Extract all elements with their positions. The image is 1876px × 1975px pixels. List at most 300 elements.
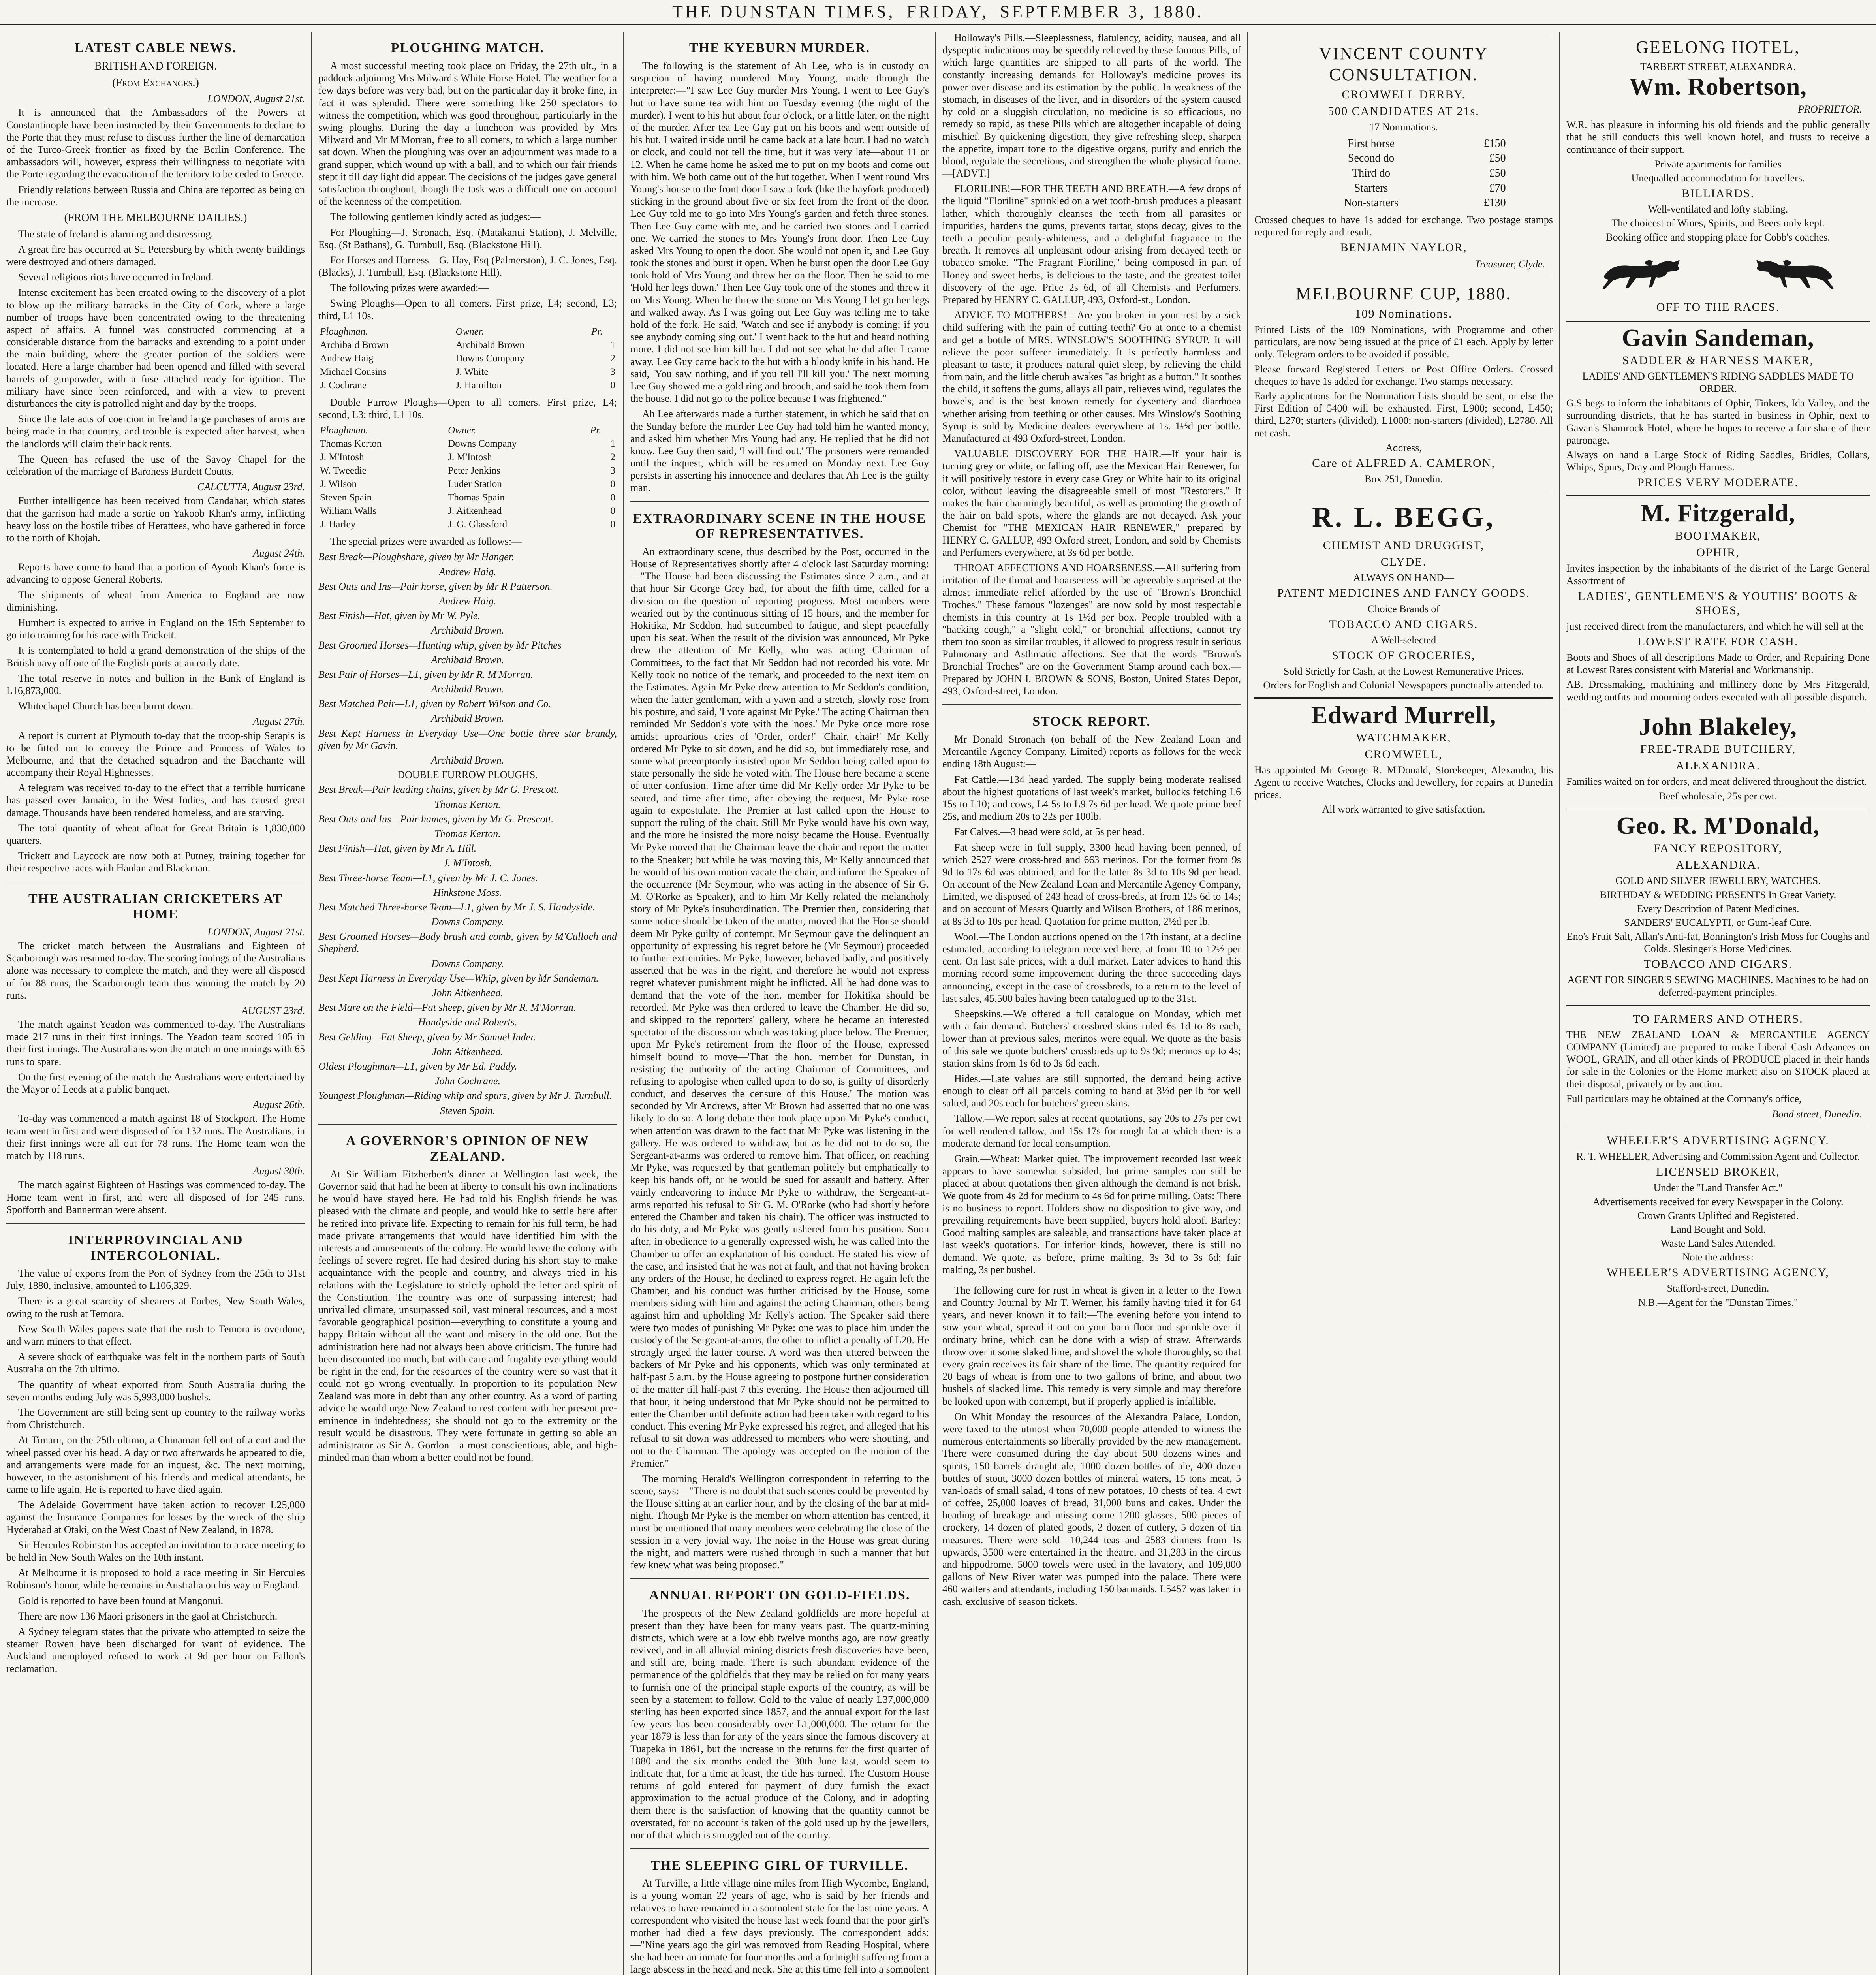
ad-body: Early applications for the Nomination Lists should be sent, or else the First Edition of 5400 will be exhausted. First, L900; second, L450; third, L270; starters (divided), L1000; non-starters (divided), L2780. All net cash. — [1254, 390, 1553, 439]
table-row — [318, 491, 617, 504]
list-item: Thomas Kerton. — [434, 828, 501, 839]
ad-line: LICENSED BROKER, — [1656, 1165, 1780, 1179]
list-item: Archibald Brown. — [431, 713, 504, 724]
table-header: Pr. — [591, 326, 603, 337]
list-item: Best Gelding—Fat Sheep, given by Mr Samuel Inder. — [318, 1031, 536, 1043]
ad-title: VINCENT COUNTY CONSULTATION. — [1319, 44, 1489, 84]
ad-races — [1566, 300, 1870, 314]
list-item: Best Groomed Horses—Body brush and comb, given by M'Culloch and Shepherd. — [318, 931, 617, 955]
ad-name: Edward Murrell, — [1311, 702, 1496, 729]
prize-label: Third do — [1352, 167, 1391, 179]
list-item: Andrew Haig. — [439, 595, 496, 607]
paragraph: At Sir William Fitzherbert's dinner at Wellington last week, the Governor said that had he been at liberty to consult his own inclinations he would have stayed here. He had told his English friends he was pleased with the climate and people, and would like to settle here after he retired into private life. Expecting to remain for his full term, he had made private arrangements that would have identified him with the interests and amusements of the colony. He would leave the colony with feelings of severe regret. He had desired during his short stay to make acquaintance with the people and country, and always tried in his relations with the Legislature to strictly uphold the letter and spirit of the Constitution. The country was one of surpassing interest; had unrivalled climate, unsurpassed soil, vast mineral resources, and a most favorable geographical position—everything to constitute a young and happy Britain without all the want and misery in the old one. But the administration here had not always been above criticism. The future had been discounted too much, but with care and frugality everything would be right in the end, for the resources of the country were so vast that it could not go wrong eventually. In proportion to its population New Zealand was more in debt than any other country. As a word of parting advice he would urge New Zealand to rest content with her present pre-eminence in indebtedness; she should not go to the extremity or the result would be disastrous. They were fortunate in getting so able an administrator as Sir A. Gordon—a most conscientious, able, and high-minded man than whom a better could not be found. — [318, 1168, 617, 1463]
masthead-day: FRIDAY, — [906, 2, 989, 21]
prize-label: Second do — [1348, 152, 1395, 165]
paragraph: Since the late acts of coercion in Ireland large purchases of arms are being made in that country, and trouble is expected after harvest, when the landlords will claim their back rents. — [6, 413, 305, 450]
prize-list — [1299, 136, 1508, 211]
masthead-paper: THE DUNSTAN TIMES, — [672, 2, 895, 21]
ad-line: Sold Strictly for Cash, at the Lowest Remunerative Prices. — [1284, 666, 1524, 677]
ad-name: R. L. BEGG, — [1312, 501, 1496, 533]
paragraph: The quantity of wheat exported from South Australia during the seven months ending July was 5,993,000 bushels. — [6, 1379, 305, 1403]
paragraph: For Horses and Harness—G. Hay, Esq (Palmerston), J. C. Jones, Esq. (Blacks), J. Turnbull, Esq. (Blackstone Hill). — [318, 254, 617, 278]
prize-amount: £50 — [1489, 167, 1506, 179]
paragraph: A telegram was received to-day to the effect that a terrible hurricane has passed over Jamaica, in the West Indies, and has caused great damage. Thousands have been rendered homeless, and are starving. — [6, 782, 305, 818]
table-row — [318, 504, 617, 518]
ad-role: FREE-TRADE BUTCHERY, — [1640, 742, 1796, 756]
paragraph: At Timaru, on the 25th ultimo, a Chinaman fell out of a cart and the wheel passed over his head. A day or two afterwards he appeared to die, and arrangements were made for an inquest, &c. The next morning, however, to the astonishment of his friends and medical attendants, he came to life again. He is reported to have died again. — [6, 1434, 305, 1495]
ad-title: WATCHMAKER, — [1356, 731, 1451, 744]
ad-geelong-hotel — [1566, 37, 1870, 243]
paragraph: The Queen has refused the use of the Savoy Chapel for the celebration of the marriage of Baroness Burdett Coutts. — [6, 453, 305, 477]
ad-name: Geo. R. M'Donald, — [1616, 813, 1820, 840]
list-item: Archibald Brown. — [431, 654, 504, 666]
list-item: Downs Company. — [431, 916, 504, 928]
ad-nz-loan — [1566, 1004, 1870, 1120]
ad-role: FANCY REPOSITORY, — [1653, 842, 1783, 855]
paragraph: The total quantity of wheat afloat for Great Britain is 1,830,000 quarters. — [6, 822, 305, 846]
table-row — [1299, 136, 1508, 151]
special-prizes-list — [318, 551, 617, 1116]
table-cell: 0 — [610, 519, 615, 530]
ad-address: TARBERT STREET, ALEXANDRA. — [1640, 60, 1796, 72]
paragraph: Holloway's Pills.—Sleeplessness, flatulency, acidity, nausea, and all dyspeptic indications may be speedily relieved by these famous Pills, of which large quantities are shipped to all parts of the world. The constantly increasing demands for Holloway's medicine proves its power over disease and its estimation by the public. In weakness of the stomach, in diseases of the liver, and in disorders of the system caused by cold or a sluggish circulation, no medicine is so efficacious, no remedy so rapid, as these Pills which are altogether incapable of doing mischief. By quickening digestion, they give refreshing sleep, sharpen the appetite, impart tone to the digestive organs, purify and enrich the blood, regulate the secretions, and strengthen the whole physical frame.—[ADVT.] — [942, 32, 1241, 179]
paragraph: It is announced that the Ambassadors of the Powers at Constantinople have been instructed by their Governments to declare to the Porte that they must refuse to discuss further the line of demarcation of the Turco-Greek frontier as fixed by the Berlin Conference. The ambassadors will, however, express their willingness to negotiate with the Porte regarding the evacuation of the territory to be ceded to Greece. — [6, 107, 305, 180]
dateline: AUGUST 23rd. — [241, 1004, 305, 1016]
ad-title: MELBOURNE CUP, 1880. — [1295, 284, 1512, 304]
list-item: Thomas Kerton. — [434, 798, 501, 810]
section-rule — [318, 1124, 617, 1125]
paragraph: The following is the statement of Ah Lee, who is in custody on suspicion of having murdered Mary Young, made through the interpreter:—"I saw Lee Guy murder Mrs Young. I went to Lee Guy's hut to have some tea with him on Tuesday evening (the night of the murder). I went to his hut about four o'clock, or a little later, on the night of the murder. After tea Lee Guy put on his boots and went outside of his hut. I waited inside until he came back at a late hour. I had no watch or clock, and could not tell the time, but it was very late—about 11 or 12. When he came home he asked me to put on my boots and come out with him. We both came out of the hut together. When I went round Mrs Young's house to the front door I saw a fork (like the hayfork produced) sticking in the ground about five or six feet from the front of the door. Lee Guy told me to go into Mrs Young's garden and fetch three stones. Then Lee Guy came with me, and he carried two stones and I carried one. We carried the stones to Mrs Young's front door. Then Lee Guy asked Mrs Young to open the door. She would not open it, and Lee Guy took the stones and burst it open. When he burst open the door Lee Guy took hold of Mrs Young and threw her on the floor. Then he said to me 'Hold her legs down.' Then Lee Guy took one of the stones and threw it on Mrs Young. When he threw the stone on Mrs Young I let go her legs and walked away. As I was going out Lee Guy was telling me to take hold of the fork. He said, 'Watch and see if anybody is coming; if you see anybody coming sing out.' I went back to the hut and heard nothing more. I did not see him kill her. I did not see what he did after I came away. Lee Guy came back to the hut with a bloody knife in his hand. He said, 'You saw nothing, and if you tell I'll kill you.' The next morning Lee Guy showed me a gold ring and brooch, and said he took them from the house. I did not go to the police because I was frightened." — [630, 60, 929, 404]
ad-body: G.S begs to inform the inhabitants of Ophir, Tinkers, Ida Valley, and the surrounding districts, that he has started in business in Ophir, next to Gavan's Shamrock Hotel, where he hopes to receive a fair share of their patronage. — [1566, 397, 1870, 446]
section-rule — [630, 1848, 929, 1849]
ad-line: N.B.—Agent for the "Dunstan Times." — [1638, 1296, 1798, 1308]
ad-line: Choice Brands of — [1368, 603, 1440, 615]
ad-body: Please forward Registered Letters or Post Office Orders. Crossed cheques to have 1s added for exchange. Two stamps necessary. — [1254, 363, 1553, 387]
paragraph: A Sydney telegram states that the private who attempted to seize the steamer Rowen have been discharged for want of evidence. The Auckland unemployed refused to work at 9d per hour on Fallon's reclamation. — [6, 1625, 305, 1674]
list-item: John Aitkenhead. — [432, 1046, 504, 1057]
table-row — [318, 451, 617, 464]
table-cell: J. Cochrane — [320, 380, 367, 391]
table-row — [318, 339, 617, 352]
list-item: Archibald Brown. — [431, 683, 504, 695]
paragraph: Further intelligence has been received from Candahar, which states that the garrison had made a sortie on Yakoob Khan's army, inflicting heavy loss on the hostile tribes of Herattees, who have gathered in force to the north of Khojah. — [6, 495, 305, 544]
ad-body: THE NEW ZEALAND LOAN & MERCANTILE AGENCY COMPANY (Limited) are prepared to make Liberal Cash Advances on WOOL, GRAIN, and all other kinds of PRODUCE placed in their hands for sale in the Colonies or the Home market; also on STOCK placed at their disposal, privately or by auction. — [1566, 1029, 1870, 1090]
list-item: Best Groomed Horses—Hunting whip, given by Mr Pitches — [318, 639, 562, 651]
table-cell: Michael Cousins — [320, 366, 387, 377]
paragraph: Sheepskins.—We offered a full catalogue on Monday, which met with a fair demand. Butchers' crossbred skins ruled 6s 1d to 8s each, lower than at previous sales, merinos were equal. We quote as the basis of this sale we quote butchers' crossbreds up to 9s 9d; merinos up to 4s; station skins from 1s 6d to 3s 6d each. — [942, 1008, 1241, 1069]
ad-town: ALEXANDRA. — [1675, 759, 1761, 772]
table-cell: 2 — [610, 353, 615, 364]
column-3 — [624, 32, 936, 1975]
table-cell: J. White — [455, 366, 489, 377]
ad-sandeman — [1566, 320, 1870, 490]
ad-body: Invites inspection by the inhabitants of the district of the Large General Assortment of — [1566, 562, 1870, 587]
ad-nominations: 17 Nominations. — [1369, 121, 1438, 133]
dateline: LONDON, August 21st. — [207, 93, 305, 105]
section-rule — [942, 704, 1241, 705]
table-header: Ploughman. — [320, 425, 368, 436]
paragraph: Mr Donald Stronach (on behalf of the New Zealand Loan and Mercantile Agency Company, Limited) reports as follows for the week ending 18th August:— — [942, 734, 1241, 770]
ad-line: Unequalled accommodation for travellers. — [1631, 172, 1805, 184]
table-cell: 3 — [610, 465, 615, 476]
table-cell: Peter Jenkins — [448, 465, 500, 476]
table-cell: 2 — [610, 452, 615, 463]
paragraph: The match against Eighteen of Hastings was commenced to-day. The Home team went in first, and were all disposed of for 245 runs. Spofforth and Bannerman were absent. — [6, 1179, 305, 1215]
ad-line: Under the "Land Transfer Act." — [1653, 1182, 1783, 1194]
paragraph: Fat Cattle.—134 head yarded. The supply being moderate realised about the highest quotations of last week's market, bullocks fetching L6 15s to L10; and cows, L4 5s to L9 7s 6d per head. We quote prime beef 25s, and medium 20s to 22s per 100lb. — [942, 773, 1241, 822]
paragraph: Ah Lee afterwards made a further statement, in which he said that on the Sunday before the murder Lee Guy had told him he wanted money, and asked him whether Mrs Young had any. He replied that he did not know. Lee Guy then said, 'I will find out.' The prisoners were remanded until the inquest, which will be resumed on Monday next. Lee Guy persists in asserting his innocence and declares that Ah Lee is the guilty man. — [630, 408, 929, 494]
paragraph: The total reserve in notes and bullion in the Bank of England is L16,873,000. — [6, 672, 305, 696]
list-item: Best Break—Ploughshare, given by Mr Hanger. — [318, 551, 514, 563]
dateline: August 26th. — [253, 1099, 305, 1111]
ad-line: SANDERS' EUCALYPTI, or Gum-leaf Cure. — [1624, 916, 1812, 928]
table-row — [318, 464, 617, 478]
table-cell: 0 — [610, 380, 615, 391]
paragraph: A great fire has occurred at St. Petersburg by which twenty buildings were destroyed and others damaged. — [6, 243, 305, 267]
paragraph: The cricket match between the Australians and Eighteen of Scarborough was resumed to-day. The scoring innings of the Australians alone was necessary to complete the match, and they were all disposed of for 88 runs, the Scarborough team thus winning the match by 20 runs. — [6, 940, 305, 1001]
list-item: J. M'Intosh. — [443, 857, 492, 869]
ad-nominations: 109 Nominations. — [1355, 307, 1453, 321]
ad-title: WHEELER'S ADVERTISING AGENCY. — [1607, 1134, 1829, 1147]
column-2 — [312, 32, 624, 1975]
prize-amount: £50 — [1489, 152, 1506, 165]
ad-line: Eno's Fruit Salt, Allan's Anti-fat, Bonnington's Irish Moss for Coughs and Colds. Slesinger's Horse Medicines. — [1566, 931, 1870, 955]
table-cell: J. G. Glassford — [448, 519, 508, 530]
paragraph: Fat sheep were in full supply, 3300 head having been penned, of which 2527 were cross-bred and 663 merinos. For the former from 9s 9d to 17s 6d was obtained, and for the latter 8s 3d to 10s 9d per head. On account of the New Zealand Loan and Mercantile Agency Company, Limited, we disposed of 243 head of cross-breds, at from 12s 6d to 14s; and on account of Messrs Quartly and Wilson Brothers, of 186 merinos, at 8s 3d to 10s per head. Quotation for prime mutton, 2½d per lb. — [942, 841, 1241, 927]
ad-signature-name: BENJAMIN NAYLOR, — [1340, 241, 1467, 254]
table-cell: Downs Company — [448, 438, 517, 450]
ad-footer: All work warranted to give satisfaction. — [1322, 803, 1485, 815]
ad-prices: PRICES VERY MODERATE. — [1637, 476, 1799, 489]
table-row — [318, 437, 617, 451]
paragraph: Grain.—Wheat: Market quiet. The improvement recorded last week appears to have somewhat subsided, but prime samples can still be placed at about quotations then given although the demand is not brisk. We quote from 4s 2d for medium to 4s 6d for prime milling. Oats: There is no business to report. Holders show no disposition to give way, and prevailing requirements have been supplied, buyers hold aloof. Barley: Good malting samples are saleable, and transactions have taken place at last week's quotations. For inferior kinds, however, there is still no demand. We quote, as before, prime malting, 3s 3d to 3s 6d; fair malting, 3s per bushel. — [942, 1153, 1241, 1275]
dateline: August 30th. — [253, 1165, 305, 1177]
ad-line: R. T. WHEELER, Advertising and Commission Agent and Collector. — [1576, 1151, 1860, 1162]
ad-body: Families waited on for orders, and meat delivered throughout the district. — [1566, 775, 1867, 787]
dateline: August 24th. — [253, 547, 305, 559]
paragraph: Trickett and Laycock are now both at Putney, training together for their respective races with Hanlan and Blackman. — [6, 850, 305, 874]
paragraph: VALUABLE DISCOVERY FOR THE HAIR.—If your hair is turning grey or white, or falling off, use the Mexican Hair Renewer, for it will positively restore in every case Grey or White hair to its original color, without leaving the disagreeable smell of most "Restorers." It makes the hair charmingly beautiful, as well as promoting the growth of the hair on bald spots, where the glands are not decayed. Ask your Chemist for "THE MEXICAN HAIR RENEWER," prepared by HENRY C. GALLUP, 493 Oxford street, London, and sold by Chemists and Perfumers everywhere, at 3s 6d per bottle. — [942, 448, 1241, 558]
ad-fitzgerald — [1566, 495, 1870, 703]
table-cell: 1 — [610, 339, 615, 350]
paragraph: At Melbourne it is proposed to hold a race meeting in Sir Hercules Robinson's honor, while he remains in Australia on his way to England. — [6, 1567, 305, 1591]
table-cell: Thomas Kerton — [320, 438, 382, 450]
prize-amount: £150 — [1483, 137, 1506, 150]
section-rule — [630, 1578, 929, 1579]
subheading-credit: (From Exchanges.) — [112, 76, 199, 89]
table-cell: Thomas Spain — [448, 492, 505, 503]
paragraph: Tallow.—We report sales at recent quotations, say 20s to 27s per cwt for well rendered tallow, and 15s 17s for rough fat at which there is a moderate demand for local consumption. — [942, 1113, 1241, 1149]
ad-rate: LOWEST RATE FOR CASH. — [1637, 635, 1799, 649]
list-item: Best Pair of Horses—L1, given by Mr R. M'Morran. — [318, 668, 533, 680]
list-item: Best Mare on the Field—Fat sheep, given by Mr R. M'Morran. — [318, 1002, 576, 1014]
prize-table-swing — [318, 325, 617, 392]
table-cell: 3 — [610, 366, 615, 377]
ad-line: STOCK OF GROCERIES, — [1332, 649, 1476, 662]
paragraph: An extraordinary scene, thus described by the Post, occurred in the House of Representatives shortly after 4 o'clock last Saturday morning:—"The House had been discussing the Estimates since 2 a.m., and at that hour Sir George Grey had, for about the fifth time, called for a division on the question of reporting progress. Most members were wearied out by the continuous sitting of 15 hours, and the member for Hokitika, Mr Seddon, had succumbed to fatigue, and slept peacefully upon his seat. When the result of the division was announced, Mr Pyke drew the attention of Mr Kelly, who was acting Chairman of Committees, to the fact that Mr Seddon had not recorded his vote. Mr Kelly took no notice of the remark, and proceeded to the next item on the Estimates. Again Mr Pyke drew attention to Mr Seddon's condition, when the latter gentleman, with a yawn and a stretch, slowly rose from his posture, and said, 'I vote against Mr Pyke.' The acting Chairman then reminded Mr Seddon's vote with the 'noes.' Mr Pyke once more rose amidst uproarious cries of 'Order, order!' 'Chair, chair!' Mr Kelly ordered Mr Pyke to sit down, and he did so, but immediately rose, and some what preemptorily insisted upon Mr Seddon being called upon to state personally the side he voted with. The House here became a scene of utter confusion. Time after time did Mr Kelly order Mr Pyke to be seated, and time after time, after obeying the request, Mr Pyke rose again to expostulate. The Premier at last called upon the House to support the ruling of the chair. Still Mr Pyke would have his own way, and the more he insisted the more noisy became the House. Eventually Mr Pyke moved that the Chairman leave the chair and report the matter to the Speaker; but while he was moving this, Mr Kelly announced that he would of his own motion vacate the chair, and inform the Speaker of the occurrence (Mr Seymour, who was acting in the absence of Sir G. M. O'Rorke as Speaker), and to him Mr Kelly related the melancholy story of Mr Pyke's insubordination. The Premier then, considering that some notice should be taken of the matter, moved that the House should deem Mr Pyke guilty of contempt. Mr Seymour gave the delinquent an opportunity of expressing his regret before he (Mr Seymour) proceeded to further extremities. Mr Pyke, however, behaved badly, and positively asserted that he was in the right, and therefore he would not express regret whatever punishment might be inflicted. All he had done was to demand that the vote of the hon. member for Hokitika should be recorded. Mr Pyke was then ordered to leave the Chamber. He did so, and skipped to the reporters' gallery, where he became an interested spectator of the discussion which was taking place below. The Premier, upon Mr Pyke's retirement from the floor of the House, expressed himself bound to move—'That the hon. member for Dunstan, in resisting the authority of the acting Chairman of Committees, and refusing to apologise when called upon to do so, is guilty of disorderly conduct, and deserves the censure of this House.' The motion was seconded by Mr Andrews, after Mr Brown had asserted that no one was likely to do so. A long debate then took place upon Mr Pyke's conduct, when attention was drawn to the fact that Mr Pyke was listening in the gallery. He was ordered to withdraw, but as he did not to do so, the Sergeant-at-arms was ordered to remove him. That officer, on reaching Mr Pyke, was requested by that gentleman politely but emphatically to keep his hands off, or he would be sued for assault and battery. After vainly endeavoring to induce Mr Pyke to withdraw, the Sergeant-at-arms reported his refusal to Sir G. M. O'Rorke (who had shortly before entered the Chamber and taken his chair). The officer was instructed to do his duty, and Mr Pyke was gently ushered from his position. Soon after, in obedience to a generally expressed wish, he was called into the Chamber to offer an explanation of his conduct. He stated his view of the case, and insisted that he was not at fault, and that not having broken any orders of the House, he declined to express regret. He again left the Chamber, and his conduct was further criticised by the House, some members siding with him and against the acting Chairman, others being against him and upholding Mr Kelly's action. The Speaker said there were two modes of punishing Mr Pyke: one was to place him under the custody of the Sergeant-at-arms, the other to inflict a penalty of L20. He strongly urged the latter course. A word was then uttered between the backers of Mr Pyke and his opponents, which was only terminated at half-past 5 a.m. by the House agreeing to postpone further consideration of the matter till half-past 7 this evening. The House then adjourned till that hour, it being understood that Mr Pyke should not be permitted to enter the Chamber until definite action had been taken with regard to his conduct. This evening Mr Pyke expressed his regret, and alleged that his refusal to sit down was addressed to members who were shouting, and not to the Chairman. The apology was accepted on the motion of the Premier." — [630, 545, 929, 1469]
ad-line: WHEELER'S ADVERTISING AGENCY, — [1607, 1266, 1829, 1279]
table-row — [1299, 151, 1508, 166]
list-item: Hinkstone Moss. — [433, 886, 502, 898]
ad-sub: LADIES' AND GENTLEMEN'S RIDING SADDLES MADE TO ORDER. — [1582, 370, 1854, 395]
table-cell: J. Aitkenhead — [448, 506, 502, 517]
ad-town: CROMWELL, — [1365, 747, 1443, 761]
ad-melbourne-cup — [1254, 276, 1553, 485]
ad-signature-role: Treasurer, Clyde. — [1475, 258, 1545, 270]
table-cell: Archibald Brown — [320, 339, 389, 350]
ad-line: Orders for English and Colonial Newspapers punctually attended to. — [1263, 679, 1544, 691]
table-cell: Archibald Brown — [455, 339, 524, 350]
paragraph: Intense excitement has been created owing to the discovery of a plot to blow up the military barracks in the City of Cork, where a large number of troops have been concentrated owing to the threatening aspect of affairs. A funnel was constructed commencing at a considerable distance from the barracks and extending to a point under the main building, where the greater portion of the soldiers were located. Here a large chamber had been opened and filled with several barrels of gunpowder, with a fuse attached ready for ignition. The military have since been reinforced, and with a view to prevent disturbances the city is patrolled night and day by the troops. — [6, 287, 305, 409]
subheading: (FROM THE MELBOURNE DAILIES.) — [64, 211, 247, 224]
ad-address-box: Box 251, Dunedin. — [1365, 473, 1443, 485]
list-item: Archibald Brown. — [431, 624, 504, 636]
paragraph: The following prizes were awarded:— — [330, 282, 489, 294]
ad-line: ALWAYS ON HAND— — [1353, 572, 1454, 583]
ad-event: CROMWELL DERBY. — [1342, 88, 1466, 101]
section-rule — [630, 501, 929, 502]
list-item: Best Matched Three-horse Team—L1, given by Mr J. S. Handyside. — [318, 901, 595, 913]
ad-name: M. Fitzgerald, — [1641, 500, 1795, 527]
paragraph: On the first evening of the match the Australians were entertained by the Mayor of Leeds at a public banquet. — [6, 1071, 305, 1095]
table-row — [1299, 181, 1508, 196]
subheading: BRITISH AND FOREIGN. — [94, 60, 217, 73]
ad-body: Full particulars may be obtained at the Company's office, — [1566, 1093, 1802, 1104]
column-4 — [936, 32, 1248, 1975]
section-rule — [6, 1223, 305, 1224]
paragraph: Several religious riots have occurred in Ireland. — [18, 271, 214, 283]
dateline: CALCUTTA, August 23rd. — [197, 481, 305, 493]
paragraph: The prospects of the New Zealand goldfields are more hopeful at present than they have been for many years past. The quartz-mining districts, which were at a low ebb twelve months ago, are now greatly revived, and in all alluvial mining districts fresh discoveries have been, and still are, being made. There is such abundant evidence of the permanence of the goldfields that they may be relied on for many years to furnish one of the principal staple exports of the country, as will be seen by a statement to follow. Gold to the value of nearly L37,000,000 sterling has been exported since 1857, and the annual export for the last few years has been considerably over L1,000,000. The return for the year 1879 is less than for any of the years since the famous discovery at Tuapeka in 1861, but the increase in the returns for the first quarter of 1880 and the six months ended the 30th June last, would seem to indicate that, for a time at least, the tide has turned. The Custom House returns of gold entered for payment of duty furnish the exact approximation to the actual produce of the Colony, and in adopting them there is the satisfaction of knowing that the quantity cannot be overstated, for no account is taken of the gold used up by the jewellers, nor of that which is smuggled out of the country. — [630, 1607, 929, 1841]
prize-label: Non-starters — [1344, 197, 1399, 209]
ad-body: AB. Dressmaking, machining and millinery done by Mrs Fitzgerald, wedding outfits and mourning orders executed with all possible dispatch. — [1566, 679, 1870, 703]
ad-town: ALEXANDRA. — [1675, 858, 1761, 872]
list-item: Andrew Haig. — [439, 566, 496, 577]
table-row — [1299, 166, 1508, 181]
paragraph: Hides.—Late values are still supported, the demand being active enough to clear off all parcels coming to hand at 3½d per lb for well salted, and 20s each for butchers' green skins. — [942, 1072, 1241, 1109]
paragraph: Humbert is expected to arrive in England on the 15th September to go into training for his race with Trickett. — [6, 617, 305, 641]
ad-wheeler — [1566, 1126, 1870, 1309]
section-title: INTERPROVINCIAL AND INTERCOLONIAL. — [68, 1232, 243, 1263]
ad-role: PROPRIETOR. — [1798, 103, 1862, 115]
ad-body: Always on hand a Large Stock of Riding Saddles, Bridles, Collars, Whips, Spurs, Dray and Plough Harness. — [1566, 449, 1870, 473]
list-item: Best Outs and Ins—Pair horse, given by Mr R Patterson. — [318, 580, 553, 592]
ad-line: Land Bought and Sold. — [1670, 1223, 1766, 1235]
paragraph: The following gentlemen kindly acted as judges:— — [330, 211, 541, 223]
table-cell: William Walls — [320, 506, 377, 517]
ad-body: Crossed cheques to have 1s added for exchange. Two postage stamps required for reply and result. — [1254, 214, 1553, 238]
ad-line: Crown Grants Uplifted and Registered. — [1637, 1209, 1799, 1221]
list-item: Youngest Ploughman—Riding whip and spurs, given by Mr J. Turnbull. — [318, 1090, 612, 1102]
paragraph: Whitechapel Church has been burnt down. — [18, 700, 194, 712]
ad-title: OFF TO THE RACES. — [1656, 300, 1780, 314]
list-item: Best Finish—Hat, given by Mr W. Pyle. — [318, 610, 480, 622]
ad-line: Note the address: — [1682, 1251, 1754, 1263]
table-row — [318, 478, 617, 491]
prize-label: Starters — [1354, 182, 1388, 194]
list-item: Best Outs and Ins—Pair hames, given by Mr G. Prescott. — [318, 813, 554, 825]
paragraph: Wool.—The London auctions opened on the 17th instant, at a decline estimated, according to telegram received here, at from 10 to 12½ per cent. On last sale prices, with a dull market. Later advices to hand this morning record some improvement during the three succeeding days announcing, except in the case of crossbreds, to a return to the level of last sales, 45,500 bales having been catalogued up to the 31st. — [942, 931, 1241, 1004]
ad-line: A Well-selected — [1371, 634, 1436, 646]
ad-line: BIRTHDAY & WEDDING PRESENTS In Great Variety. — [1600, 889, 1837, 901]
paragraph: THROAT AFFECTIONS AND HOARSENESS.—All suffering from irritation of the throat and hoarseness will be agreeably surprised at the almost immediate relief afforded by the use of "Brown's Bronchial Troches." These famous "lozenges" are now sold by most respectable chemists in this country at 1s 1½d per box. People troubled with a "hacking cough," a "slight cold," or bronchial affections, cannot try them too soon as similar troubles, if allowed to progress result in serious Pulmonary and Asthmatic affections. See that the words "Brown's Bronchial Troches" are on the Government Stamp around each box.—Prepared by JOHN I. BROWN & SONS, Boston, United States Depot, 493, Oxford-street, London. — [942, 562, 1241, 697]
table-header: Pr. — [590, 425, 602, 436]
list-subheading: DOUBLE FURROW PLOUGHS. — [397, 769, 538, 781]
table-cell: Andrew Haig — [320, 353, 374, 364]
section-title: THE AUSTRALIAN CRICKETERS AT HOME — [28, 891, 283, 922]
paragraph: A most successful meeting took place on Friday, the 27th ult., in a paddock adjoining Mrs Milward's White Horse Hotel. The weather for a few days before was very bad, but on the particular day it broke fine, in fact it was splendid. There were something like 250 spectators to witness the competition, which was good throughout, particularly in the swing ploughs. During the day a luncheon was provided by Mrs Milward and Mr M'Morran, free to all comers, to which a large number sat down. When the ploughing was over an adjournment was made to a grand supper, which wound up with a ball, and to which our fair friends stept it till day light did appear. The decisions of the judges gave general satisfaction throughout, though the task was a difficult one on account of the keenness of the competition. — [318, 60, 617, 207]
section-title: STOCK REPORT. — [1032, 714, 1151, 729]
section-title: EXTRAORDINARY SCENE IN THE HOUSE OF REPRESENTATIVES. — [633, 511, 927, 541]
section-title: LATEST CABLE NEWS. — [75, 41, 237, 55]
paragraph: New South Wales papers state that the rush to Temora is overdone, and warn miners to that effect. — [6, 1323, 305, 1347]
paragraph: On Whit Monday the resources of the Alexandra Palace, London, were taxed to the utmost when 70,000 people attended to witness the numerous entertainments so liberally provided by the new management. There were consumed during the day about 500 dozens wines and spirits, 150 barrels draught ale, 1000 dozen bottles of ale, 400 dozen bottles of stout, 3000 dozen bottles of mineral waters, 15 tons meat, 5 van-loads of small salad, 4 tons of new potatoes, 10 chests of tea, 4 cwt of coffee, 25,000 loaves of bread, 31,000 buns and cakes. Under the heading of breakage and missing come 1200 glasses, 500 pieces of crockery, 14 dozen of plated goods, 2 dozen of cutlery, 5 dozen of tin measures. There were sold—10,244 teas and 2583 dinners from 1s upwards, 3500 were entertained in the theatre, and 31,283 in the circus and hippodrome. 5000 towels were used in the lavatory, and 109,000 gallons of New River water was pumped into the palace. There were 460 waiters and attendants, including 150 barmaids. L5457 was taken in cash, exclusive of season tickets. — [942, 1411, 1241, 1607]
table-cell: J. Hamilton — [455, 380, 502, 391]
ad-line: The choicest of Wines, Spirits, and Beers only kept. — [1611, 217, 1825, 229]
paragraph: The state of Ireland is alarming and distressing. — [18, 228, 213, 240]
ad-body: Boots and Shoes of all descriptions Made to Order, and Repairing Done at Lowest Rates consistent with Material and Workmanship. — [1566, 652, 1870, 676]
list-item: Best Kept Harness in Everyday Use—One bottle three star brandy, given by Mr Gavin. — [318, 727, 617, 751]
ad-town: CLYDE. — [1380, 555, 1427, 568]
paragraph: The shipments of wheat from America to England are now diminishing. — [6, 589, 305, 613]
dateline: August 27th. — [253, 716, 305, 728]
list-item: John Aitkenhead. — [432, 987, 504, 999]
prize-label: First horse — [1348, 137, 1395, 150]
table-cell: Luder Station — [448, 479, 502, 490]
masthead — [0, 0, 1876, 25]
section-title: THE SLEEPING GIRL OF TURVILLE. — [650, 1858, 909, 1873]
list-item: John Cochrane. — [434, 1075, 501, 1087]
paragraph: The following cure for rust in wheat is given in a letter to the Town and Country Journal by Mr T. Werner, his family having tried it for 64 years, and never known it to fail:—The evening before you intend to sow your wheat, spread it out on your barn floor and sprinkle over it ordinary brine, which can be done with a wisp of straw. Afterwards throw over it some slaked lime, and shovel the whole thoroughly, so that every grain receives its fair share of the lime. The quantity required for 20 bags of wheat is from one to two gallons of brine, and about two bushels of slacked lime. This remedy is very simple and may therefore be looked upon with contempt, but if properly applied is infallible. — [942, 1284, 1241, 1407]
paragraph: Gold is reported to have been found at Mangonui. — [18, 1595, 224, 1606]
ad-line: Advertisements received for every Newspaper in the Colony. — [1592, 1196, 1844, 1208]
list-item: Best Kept Harness in Everyday Use—Whip, given by Mr Sandeman. — [318, 972, 599, 984]
table-cell: J. M'Intosh — [320, 452, 364, 463]
ad-line: Every Description of Patent Medicines. — [1637, 903, 1799, 914]
section-title: PLOUGHING MATCH. — [391, 41, 545, 55]
table-cell: 1 — [610, 438, 615, 450]
ad-price: Beef wholesale, 25s per cwt. — [1659, 790, 1777, 802]
ad-candidates: 500 CANDIDATES AT 21s. — [1328, 104, 1479, 118]
paragraph: A severe shock of earthquake was felt in the northern parts of South Australia on the 7th ultimo. — [6, 1351, 305, 1375]
galloping-horse-icon — [1597, 251, 1688, 295]
paragraph: FLORILINE!—FOR THE TEETH AND BREATH.—A few drops of the liquid "Floriline" sprinkled on a wet tooth-brush produces a pleasant lather, which thoroughly cleanses the teeth from all parasites or impurities, hardens the gums, prevents tartar, stops decay, gives to the teeth a peculiar pearly-whiteness, and a delightful fragrance to the breath. It removes all unpleasant odour arising from decayed teeth or tobacco smoke. "The Fragrant Floriline," being composed in part of Honey and sweet herbs, is delicious to the taste, and the greatest toilet discovery of the age. Price 2s 6d, of all Chemists and Perfumers. Prepared by HENRY C. GALLUP, 493, Oxford-st., London. — [942, 183, 1241, 305]
paragraph: The special prizes were awarded as follows:— — [330, 536, 522, 547]
table-row — [318, 352, 617, 365]
ad-line: TOBACCO AND CIGARS. — [1329, 617, 1478, 631]
horse-illustrations — [1566, 251, 1870, 295]
list-item: Best Three-horse Team—L1, given by Mr J. C. Jones. — [318, 872, 538, 884]
ad-body: Printed Lists of the 109 Nominations, with Programme and other particulars, are now being issued at the price of £1 each. Apply by letter only. Telegram orders to be avoided if possible. — [1254, 324, 1553, 360]
paragraph: The value of exports from the Port of Sydney from the 25th to 31st July, 1880, inclusive, amounted to L106,329. — [6, 1268, 305, 1292]
paragraph: Swing Ploughs—Open to all comers. First prize, L4; second, L3; third, L1 10s. — [318, 297, 617, 322]
table-cell: J. Harley — [320, 519, 356, 530]
ad-address-name: Care of ALFRED A. CAMERON, — [1312, 456, 1495, 470]
list-item: Best Finish—Hat, given by Mr A. Hill. — [318, 843, 477, 854]
table-cell: J. Wilson — [320, 479, 357, 490]
ad-line: BILLIARDS. — [1681, 187, 1755, 200]
paragraph: The Government are still being sent up country to the railway works from Christchurch. — [6, 1406, 305, 1431]
ad-goods: LADIES', GENTLEMEN'S & YOUTHS' BOOTS & SHOES, — [1578, 589, 1858, 617]
ad-blakeley — [1566, 709, 1870, 802]
column-5 — [1248, 32, 1560, 1975]
dateline: LONDON, August 21st. — [207, 926, 305, 938]
ad-title: CHEMIST AND DRUGGIST, — [1323, 538, 1485, 552]
ad-title: GEELONG HOTEL, — [1636, 38, 1800, 57]
ad-address: Bond street, Dunedin. — [1772, 1108, 1862, 1120]
galloping-horse-icon — [1748, 251, 1839, 295]
ad-line: GOLD AND SILVER JEWELLERY, WATCHES. — [1615, 875, 1821, 887]
paragraph: There are now 136 Maori prisoners in the gaol at Christchurch. — [18, 1610, 278, 1622]
section-title: A GOVERNOR'S OPINION OF NEW ZEALAND. — [346, 1133, 589, 1164]
section-title: ANNUAL REPORT ON GOLD-FIELDS. — [649, 1588, 910, 1603]
ad-line: Waste Land Sales Attended. — [1660, 1238, 1776, 1249]
table-cell: W. Tweedie — [320, 465, 367, 476]
ad-name: John Blakeley, — [1639, 713, 1797, 740]
paragraph: A report is current at Plymouth to-day that the troop-ship Serapis is to be fitted out to convey the Prince and Princess of Wales to Melbourne, and that the detached squadron and the Bacchante will accompany their Royal Highnesses. — [6, 730, 305, 779]
list-item: Best Matched Pair—L1, given by Robert Wilson and Co. — [318, 698, 551, 710]
prize-amount: £130 — [1483, 197, 1506, 209]
ad-line: Stafford-street, Dunedin. — [1667, 1283, 1769, 1294]
ad-vincent-consultation — [1254, 36, 1553, 270]
list-item: Best Break—Pair leading chains, given by Mr G. Prescott. — [318, 784, 559, 796]
table-cell: 0 — [610, 506, 615, 517]
ad-line: TOBACCO AND CIGARS. — [1643, 957, 1793, 971]
ad-body: Has appointed Mr George R. M'Donald, Storekeeper, Alexandra, his Agent to receive Watches, Clocks and Jewellery, for repairs at Dunedin prices. — [1254, 764, 1553, 800]
list-item: Archibald Brown. — [431, 754, 504, 766]
list-item: Downs Company. — [431, 957, 504, 969]
masthead-date: SEPTEMBER 3, 1880. — [1000, 2, 1204, 21]
ad-name: Gavin Sandeman, — [1622, 324, 1814, 352]
ad-name: Wm. Robertson, — [1629, 73, 1807, 100]
table-cell: 0 — [610, 492, 615, 503]
table-row — [318, 518, 617, 531]
table-cell: J. M'Intosh — [448, 452, 492, 463]
list-item: Oldest Ploughman—L1, given by Mr Ed. Paddy. — [318, 1060, 517, 1072]
paragraph: At Turville, a little village nine miles from High Wycombe, England, is a young woman 22 years of age, who is said by her friends and relatives to have remained in a somnolent state for the last nine years. A correspondent who visited the house last week found that the poor girl's mother had died a few days previously. The correspondent adds:—"Nine years ago the girl was removed from Reading Hospital, where she had been an inmate for four months and a fortnight suffering from a large abscess in the head and neck. She at this time fell into a somnolent — [630, 1877, 929, 1975]
ad-role: SADDLER & HARNESS MAKER, — [1622, 354, 1814, 367]
paragraph: For Ploughing—J. Stronach, Esq. (Matakanui Station), J. Melville, Esq. (St Bathans), G. Turnbull, Esq. (Blackstone Hill). — [318, 226, 617, 250]
ad-title: TO FARMERS AND OTHERS. — [1633, 1012, 1803, 1025]
table-row — [1299, 196, 1508, 211]
table-cell: 0 — [610, 479, 615, 490]
ad-murrell-watchmaker — [1254, 697, 1553, 816]
paragraph: There is a great scarcity of shearers at Forbes, New South Wales, owing to the rush at Temora. — [6, 1295, 305, 1319]
column-1 — [0, 32, 312, 1975]
ad-line: Booking office and stopping place for Cobb's coaches. — [1606, 231, 1830, 243]
table-header: Owner. — [455, 326, 484, 337]
ad-town: OPHIR, — [1696, 546, 1740, 559]
paragraph: Reports have come to hand that a portion of Ayoob Khan's force is advancing to oppose General Roberts. — [6, 561, 305, 585]
table-row — [318, 365, 617, 379]
ad-body: just received direct from the manufacturers, and which he will sell at the — [1566, 620, 1864, 632]
ad-line: AGENT FOR SINGER'S SEWING MACHINES. Machines to be had on deferred-payment principles. — [1567, 974, 1869, 998]
ad-line: Well-ventilated and lofty stabling. — [1648, 203, 1788, 215]
paragraph: Double Furrow Ploughs—Open to all comers. First prize, L4; second, L3; third, L1 10s. — [318, 396, 617, 421]
ad-body: W.R. has pleasure in informing his old friends and the public generally that he still conducts this well known hotel, and trusts to receive a continuance of their support. — [1566, 119, 1870, 155]
prize-amount: £70 — [1489, 182, 1506, 194]
ad-line: Private apartments for families — [1654, 158, 1782, 170]
table-row — [318, 379, 617, 392]
list-item: Handyside and Roberts. — [418, 1016, 517, 1028]
paragraph: The Adelaide Government have taken action to recover L25,000 against the Insurance Companies for losses by the wreck of the ship Hyderabad at Otaki, on the West Coast of New Zealand, in 1878. — [6, 1499, 305, 1535]
paragraph: Sir Hercules Robinson has accepted an invitation to a race meeting to be held in New South Wales on the 10th instant. — [6, 1539, 305, 1563]
ad-address-label: Address, — [1385, 442, 1422, 453]
paragraph: To-day was commenced a match against 18 of Stockport. The Home team went in first and were disposed of for 132 runs. The Australians, in their first innings were all out for 78 runs. The Home team won the match by 118 runs. — [6, 1113, 305, 1161]
paragraph: The morning Herald's Wellington correspondent in referring to the scene, says:—"There is no doubt that such scenes could be prevented by the House sitting at an earlier hour, and by the closing of the bar at mid-night. Though Mr Pyke is the member on whom attention has centred, it must be mentioned that many members were celebrating the close of the session in a very jovial way. The noise in the House was great during the night, and matters were rushed through in such a manner that but few knew what was being proposed." — [630, 1473, 929, 1571]
paragraph: ADVICE TO MOTHERS!—Are you broken in your rest by a sick child suffering with the pain of cutting teeth? Go at once to a chemist and get a bottle of MRS. WINSLOW'S SOOTHING SYRUP. It will relieve the poor sufferer immediately. It is perfectly harmless and pleasant to taste, it produces natural quiet sleep, by relieving the child from pain, and the little cherub awakes "as bright as a button." It soothes the child, it softens the gums, allays all pain, relieves wind, regulates the bowels, and is the best known remedy for dysentery and diarrhoea whether arising from teething or other causes. Mrs Winslow's Soothing Syrup is sold by Medicine dealers everywhere at 1s. 1½d per bottle. Manufactured at 493 Oxford-street, London. — [942, 309, 1241, 444]
table-cell: Steven Spain — [320, 492, 372, 503]
